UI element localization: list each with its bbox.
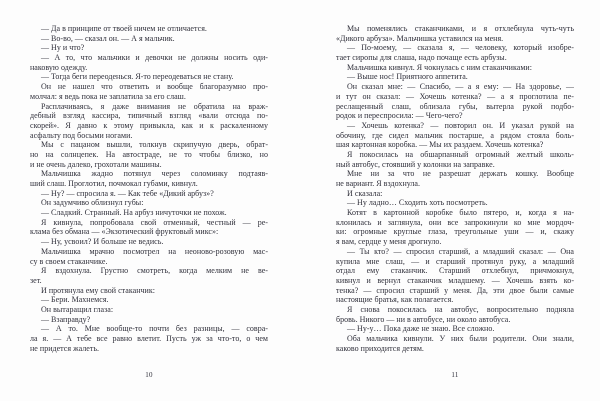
paragraph: [336, 150, 574, 169]
page-number-left: 10: [145, 371, 153, 379]
text-line: И протянула ему свой стаканчик:: [41, 285, 155, 295]
text-line: не придется жалеть.: [30, 343, 100, 353]
text-line: Он задумчиво облизнул губы:: [41, 198, 144, 208]
paragraph: [336, 169, 574, 188]
text-line: — Бери. Махнемся.: [41, 295, 109, 305]
paragraph: [30, 266, 268, 285]
text-line: — Ну-у… Пока даже не знаю. Все сложно.: [347, 324, 495, 334]
paragraph: [30, 247, 268, 266]
text-line: Я снова покосилась на автобус, вопросительно подняла: [347, 304, 574, 314]
paragraph: [30, 189, 268, 199]
text-line: зет.: [30, 275, 42, 285]
text-line: клама без обмана — «Экзотический фруктовый микс»:: [30, 227, 219, 237]
paragraph: [336, 24, 574, 43]
text-line: — Сладкий. Странный. На арбуз ничуточки не похож.: [41, 208, 227, 218]
text-line: — Во-во, — сказал он. — А я мальчик.: [41, 33, 175, 43]
paragraph: [336, 334, 574, 353]
text-line: — Ну ладно… Сходить хоть посмотреть.: [347, 198, 488, 208]
text-line: настоящие братья, как полагается.: [336, 295, 454, 305]
text-line: каково приходится детям.: [336, 343, 424, 353]
page-right: [336, 0, 574, 401]
text-line: я вам, сердце у меня дрогнуло.: [336, 237, 442, 247]
text-line: не вариант. Я вздохнула.: [336, 179, 421, 188]
text-line: скорей». Я давно к этому привыкла, как и к раскаленному: [30, 120, 268, 130]
text-line: Он сказал мне: — Спасибо, — а я ему: — На здоровье, —: [347, 82, 574, 92]
text-line: ки: огромные круглые глаза, треугольные уши — и, скажу: [336, 227, 574, 237]
text-line: — Выше нос! Приятного аппетита.: [347, 72, 468, 82]
text-line: Мы с пацаном вышли, толкнув скрипучую дверь, обрат-: [41, 140, 268, 150]
text-line: бровь. Никого — ни в автобусе, ни около автобуса.: [336, 314, 511, 324]
text-line: и тут он сказал: — Хочешь котенка? — а я проглотила пе-: [336, 91, 574, 101]
text-line: Он вытаращил глаза:: [41, 304, 114, 314]
text-line: ла я. — А тебе все равно влетит. Пусть уж за что-то, о чем: [30, 334, 268, 343]
text-line: Расплачиваясь, я даже внимания не обратила на враж-: [41, 101, 268, 111]
text-line: купила мне слаш, — и старший протянул руку, а младший: [336, 256, 574, 266]
paragraph: [30, 43, 268, 53]
paragraph: [336, 247, 574, 305]
text-line: Я кивнула, попробовала свой отменный, честный — ре-: [41, 217, 268, 227]
text-line: Котят в картонной коробке было пятеро, и, когда я на-: [347, 208, 574, 218]
text-line: ный автобус, стоявший у колонки на заправке.: [336, 159, 495, 169]
text-line: асфальту под босыми ногами.: [30, 130, 133, 140]
paragraph: [30, 72, 268, 82]
text-line: тенка? — спросил старший у меня. Да, эти двое были самые: [336, 285, 574, 295]
paragraph: [30, 102, 268, 141]
paragraph: [336, 43, 574, 62]
text-line: отдал ему стаканчик. Старший отхлебнул, причмокнул,: [336, 266, 574, 276]
text-line: но на солнцепек. На автостраде, не то чтобы близко, но: [30, 149, 268, 159]
text-line: дебный взгляд кассира, типичный взгляд «вали отсюда по-: [30, 111, 268, 121]
text-line: Мы поменялись стаканчиками, и я отхлебнула чуть-чуть: [347, 24, 574, 33]
paragraph: [336, 198, 574, 208]
text-line: кивнул и вернул стаканчик младшему. — Хочешь взять ко-: [336, 275, 574, 285]
paragraph: [30, 169, 268, 188]
text-line: клонилась и заглянула, они все запрокинули ко мне мордоч-: [336, 217, 574, 227]
paragraph: [30, 24, 268, 34]
text-line: шая картонная коробка. — Мы их раздаем. Хочешь котенка?: [336, 140, 544, 150]
paragraph: [30, 295, 268, 305]
paragraph: [30, 34, 268, 44]
text-line: — По-моему, — сказала я, — человеку, который изобре-: [347, 43, 574, 53]
text-line: «Дикого арбуза». Мальчишка уставился на меня.: [336, 33, 504, 43]
paragraph: [30, 218, 268, 237]
paragraph: [30, 324, 268, 353]
page-number-right: 11: [451, 371, 459, 379]
paragraph: [30, 237, 268, 247]
text-line: реслащенный слаш, облизала губы, вытерла рукой подбо-: [336, 101, 574, 111]
text-line: Мне ни за что не разрешат держать кошку. Вообще: [347, 169, 574, 179]
paragraph: [30, 286, 268, 296]
paragraph: [336, 208, 574, 247]
text-line: — Ну? — спросила я. — Как тебе «Дикий арбуз»?: [41, 188, 214, 198]
text-line: Он не нашел что ответить и вообще благоразумно про-: [41, 82, 268, 92]
text-line: Я вздохнула. Грустно смотреть, когда мелким не ве-: [41, 266, 268, 276]
text-line: — Да в принципе от твоей ничем не отличается.: [41, 24, 207, 33]
paragraph: [30, 305, 268, 315]
text-line: — Хочешь котенка? — повторил он. И указал рукой на: [347, 120, 574, 130]
page-right-text: [336, 24, 574, 353]
text-line: — Взаправду?: [41, 314, 91, 324]
paragraph: [30, 208, 268, 218]
paragraph: [336, 305, 574, 324]
text-line: И сказала:: [347, 188, 383, 198]
text-line: ший слаш. Проглотил, почмокал губами, кивнул.: [30, 179, 198, 188]
text-line: — Ну и что?: [41, 43, 85, 53]
text-line: су в своем стаканчике.: [30, 256, 108, 266]
text-line: — Ты кто? — спросил старший, а младший сказал: — Она: [347, 246, 574, 256]
page-left-text: [30, 24, 268, 353]
paragraph: [336, 189, 574, 199]
paragraph: [30, 140, 268, 169]
text-line: Мальчишка кивнул. Я чокнулась с ним стаканчиками:: [347, 62, 532, 72]
paragraph: [30, 315, 268, 325]
text-line: тает сиропы для слаша, надо почаще есть арбузы.: [336, 53, 507, 63]
text-line: родок и переспросила: — Чего-чего?: [336, 111, 463, 121]
paragraph: [30, 198, 268, 208]
text-line: и не очень далеко, грохотали машины.: [30, 159, 162, 169]
paragraph: [336, 324, 574, 334]
text-line: — А то. Мне вообще-то почти без разницы, — совра-: [41, 324, 268, 334]
paragraph: [336, 82, 574, 121]
text-line: Мальчишка жадно потянул через соломинку подтаяв-: [41, 169, 268, 179]
paragraph: [30, 53, 268, 72]
text-line: обочину, где сидел мальчик постарше, а рядом стояла боль-: [336, 130, 574, 140]
text-line: Мальчишка мрачно посмотрел на неоново-розовую мас-: [41, 246, 268, 256]
text-line: — Ну, усвоил? И больше не ведись.: [41, 237, 164, 247]
page-left: [30, 0, 268, 401]
text-line: Оба мальчика кивнули. У них были родители. Они знали,: [347, 334, 574, 343]
text-line: молчал: я ведь пока не заплатила за его слаш.: [30, 91, 186, 101]
text-line: Я покосилась на обшарпанный огромный желтый школь-: [347, 149, 574, 159]
paragraph: [30, 82, 268, 101]
paragraph: [336, 121, 574, 150]
text-line: — А то, что мальчики и девочки не должны носить оди-: [41, 53, 268, 63]
paragraph: [336, 72, 574, 82]
paragraph: [336, 63, 574, 73]
text-line: наковую одежду.: [30, 62, 88, 72]
text-line: — Тогда беги переоденься. Я-то переодеваться не стану.: [41, 72, 234, 82]
